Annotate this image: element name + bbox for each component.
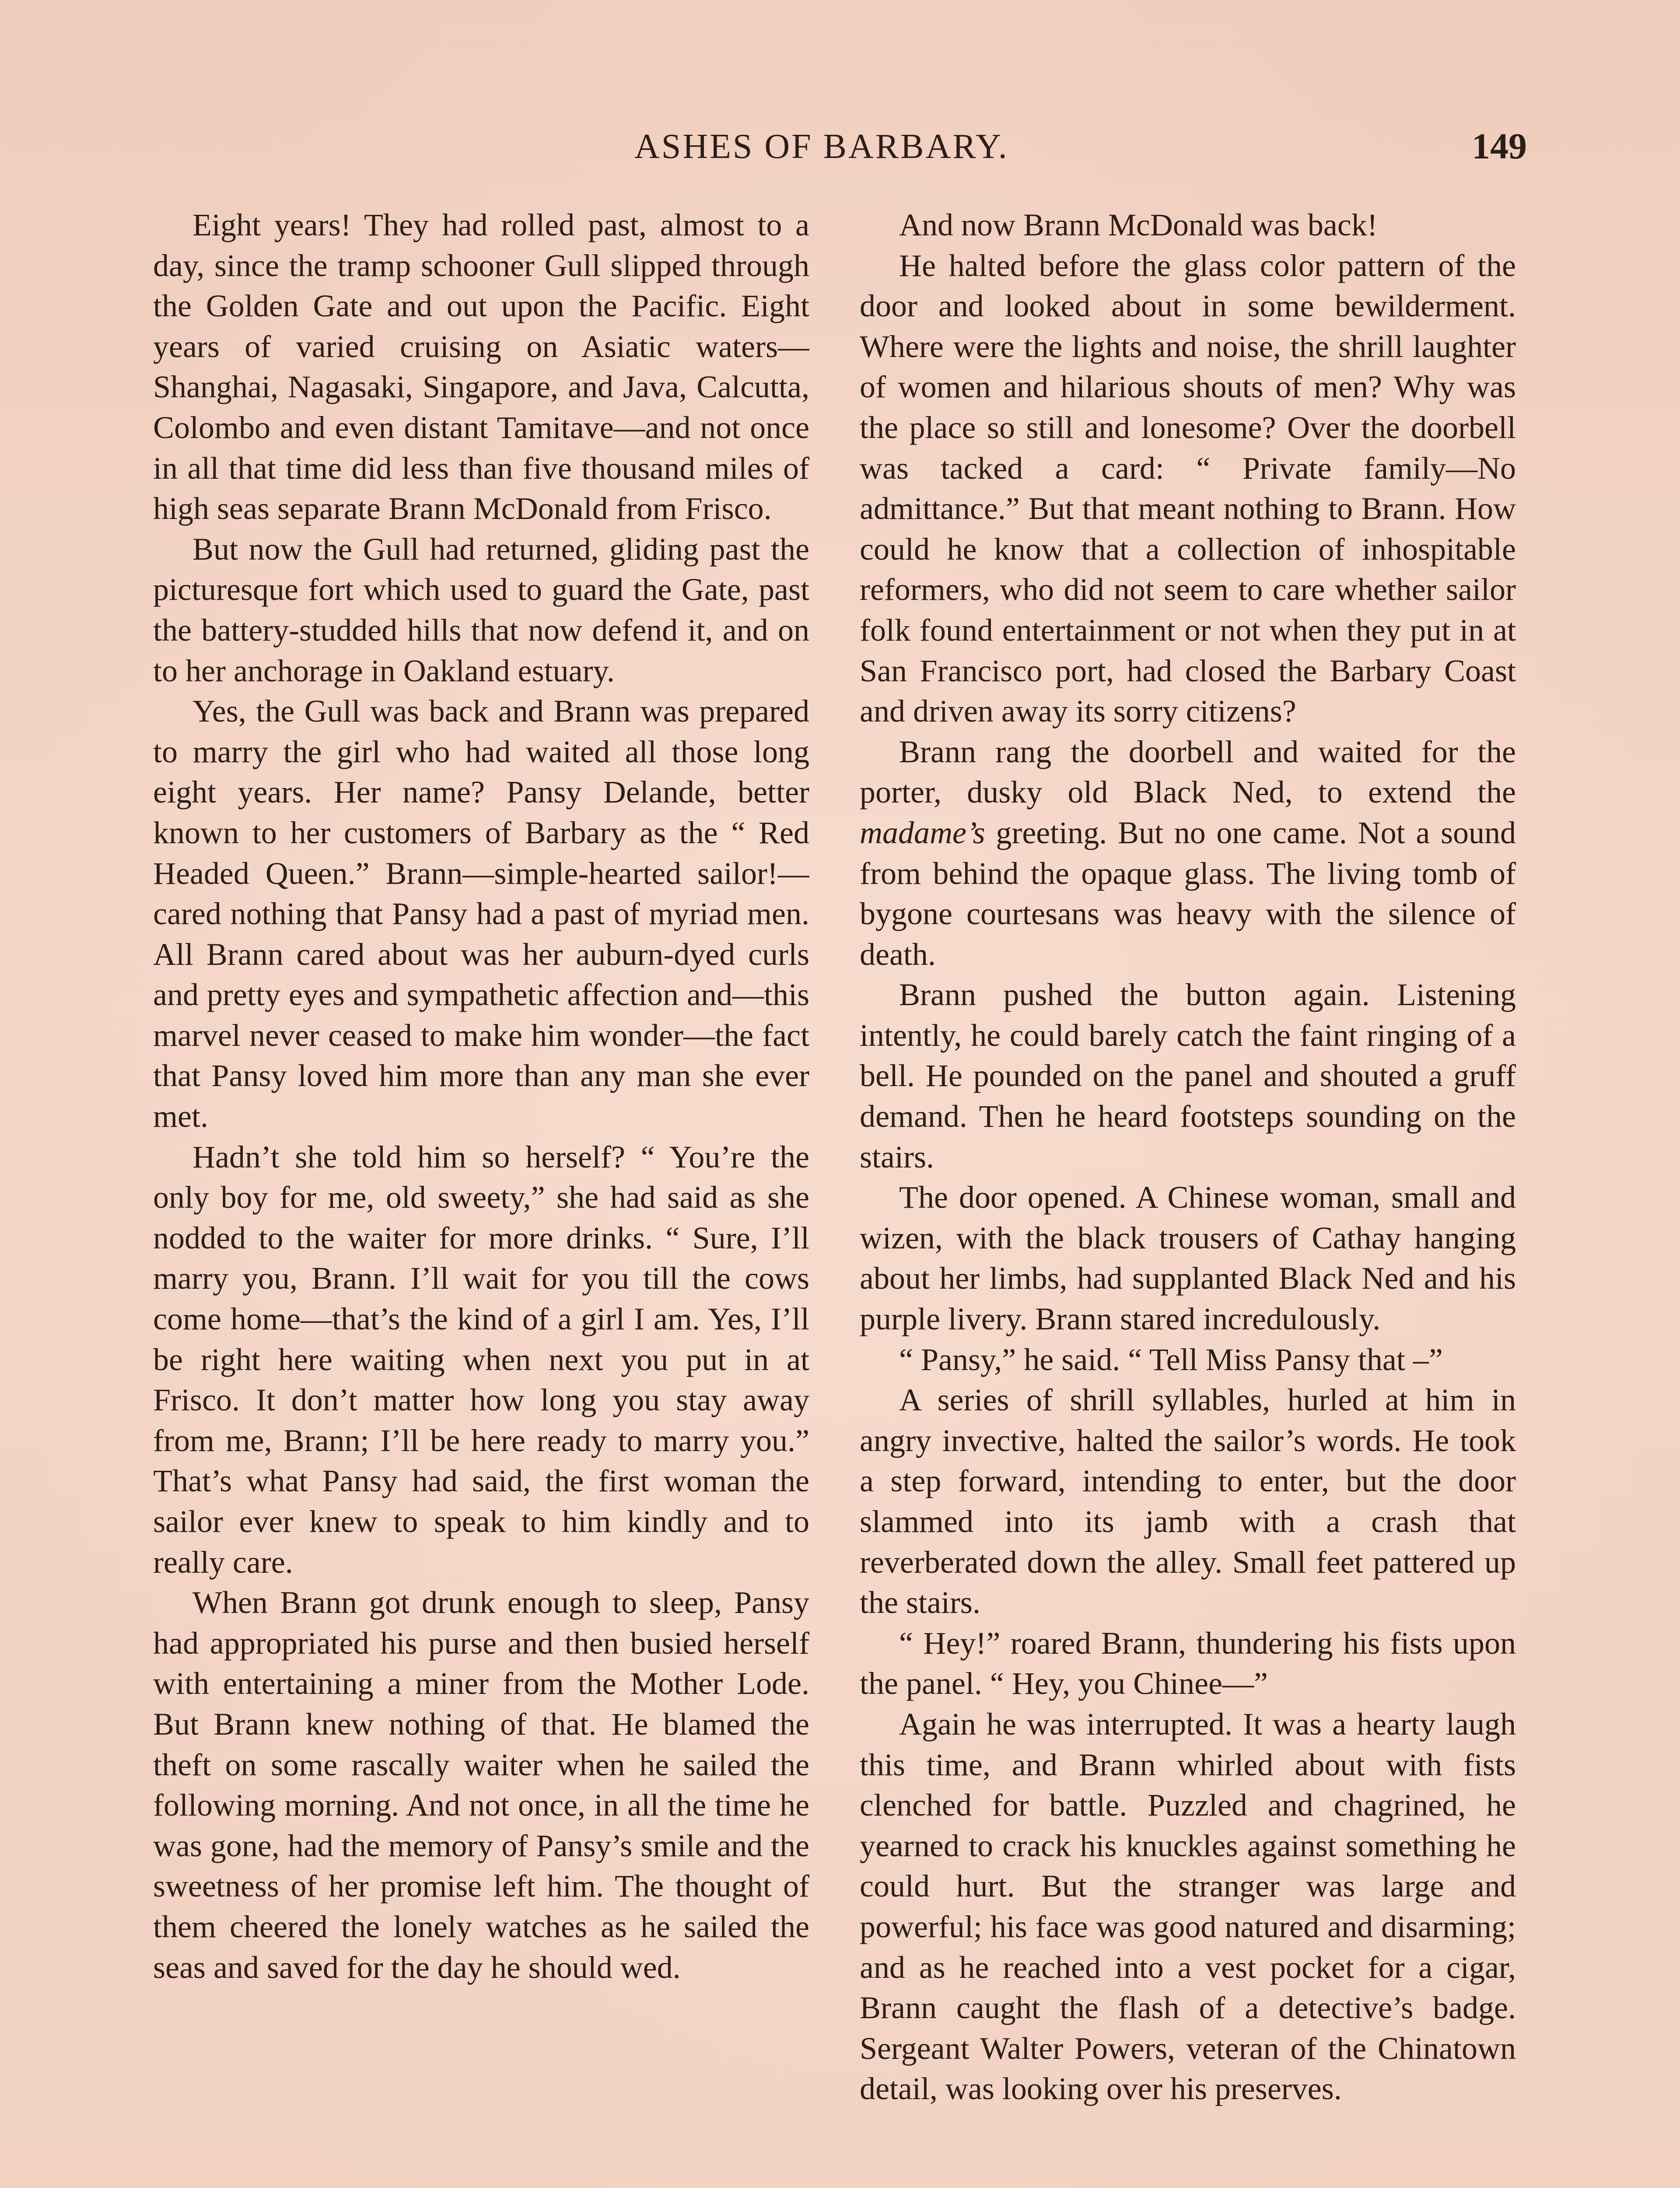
paragraph: Hadn’t she told him so herself? “ You’re the only boy for me, old sweety,” she had said as she nodded to the waiter for more drinks. “ Sure, I’ll marry you, Brann. I’ll wait for you till the cows come home—that’s the kind of a girl I am. Yes, I’ll be right here waiting when next you put in at Frisco. It don’t matter how long you stay away from me, Brann; I’ll be here ready to marry you.” That’s what Pansy had said, the first woman the sailor ever knew to speak to him kindly and to really care. <box>153 1139 809 1580</box>
paragraph: A series of shrill syllables, hurled at him in angry invective, halted the sailor’s words. He took a step forward, intending to enter, but the door slammed into its jamb with a crash that reverberated down the alley. Small feet pattered up the stairs. <box>860 1382 1516 1620</box>
paragraph: Eight years! They had rolled past, almost to a day, since the tramp schooner Gull slipped through the Golden Gate and out upon the Pacific. Eight years of varied cruising on Asiatic waters—Shanghai, Nagasaki, Singapore, and Java, Calcutta, Colombo and even distant Tamitave—and not once in all that time did less than five thousand miles of high seas separate Brann McDonald from Frisco. <box>153 207 809 526</box>
paragraph: Brann pushed the button again. Listening intently, he could barely catch the faint ringing of a bell. He pounded on the panel and shouted a gruff demand. Then he heard footsteps sounding on the stairs. <box>860 977 1516 1175</box>
left-column <box>153 205 809 2188</box>
paragraph: “ Hey!” roared Brann, thundering his fists upon the panel. “ Hey, you Chinee—” <box>860 1625 1516 1701</box>
italic-word: madame’s <box>860 815 985 850</box>
paragraph-text: Brann rang the doorbell and waited for the porter, dusky old Black Ned, to extend the <box>860 734 1516 810</box>
paragraph: “ Pansy,” he said. “ Tell Miss Pansy that –” <box>899 1342 1443 1377</box>
right-column <box>860 205 1516 2188</box>
paragraph: Yes, the Gull was back and Brann was prepared to marry the girl who had waited all those long eight years. Her name? Pansy Delande, better known to her customers of Barbary as the “ Red Headed Queen.” Brann—simple-hearted sailor!—cared nothing that Pansy had a past of myriad men. All Brann cared about was her auburn-dyed curls and pretty eyes and sympathetic affection and—this marvel never ceased to make him wonder—the fact that Pansy loved him more than any man she ever met. <box>153 694 809 1134</box>
paragraph: He halted before the glass color pattern of the door and looked about in some bewilderment. Where were the lights and noise, the shrill laughter of women and hilarious shouts of men? Why was the place so still and lonesome? Over the doorbell was tacked a card: “ Private family—No admittance.” But that meant nothing to Brann. How could he know that a collection of inhospitable reformers, who did not seem to care whether sailor folk found entertainment or not when they put in at San Francisco port, had closed the Barbary Coast and driven away its sorry citizens? <box>860 248 1516 729</box>
paragraph: But now the Gull had returned, gliding past the picturesque fort which used to guard the Gate, past the battery-studded hills that now defend it, and on to her anchorage in Oakland estuary. <box>153 531 809 688</box>
paragraph: When Brann got drunk enough to sleep, Pansy had appropriated his purse and then busied herself with entertaining a miner from the Mother Lode. But Brann knew nothing of that. He blamed the theft on some rascally waiter when he sailed the following morning. And not once, in all the time he was gone, had the memory of Pansy’s smile and the sweetness of her promise left him. The thought of them cheered the lonely watches as he sailed the seas and saved for the day he should wed. <box>153 1585 809 1985</box>
paragraph: And now Brann McDonald was back! <box>899 207 1378 242</box>
paragraph-text: greeting. But no one came. Not a sound from behind the opaque glass. The living tomb of bygone courtesans was heavy with the silence of death. <box>860 815 1516 972</box>
paragraph <box>860 732 1516 975</box>
running-head: ASHES OF BARBARY. <box>634 127 1009 166</box>
paragraph: The door opened. A Chinese woman, small and wizen, with the black trousers of Cathay hanging about her limbs, had supplanted Black Ned and his purple livery. Brann stared incredulously. <box>860 1180 1516 1337</box>
page-number: 149 <box>1472 126 1527 167</box>
paragraph: Again he was interrupted. It was a hearty laugh this time, and Brann whirled about with fists clenched for battle. Puzzled and chagrined, he yearned to crack his knuckles against something he could hurt. But the stranger was large and powerful; his face was good natured and disarming; and as he reached into a vest pocket for a cigar, Brann caught the flash of a detective’s badge. Sergeant Walter Powers, veteran of the Chinatown detail, was looking over his preserves. <box>860 1706 1516 2107</box>
page-header <box>153 127 1527 175</box>
